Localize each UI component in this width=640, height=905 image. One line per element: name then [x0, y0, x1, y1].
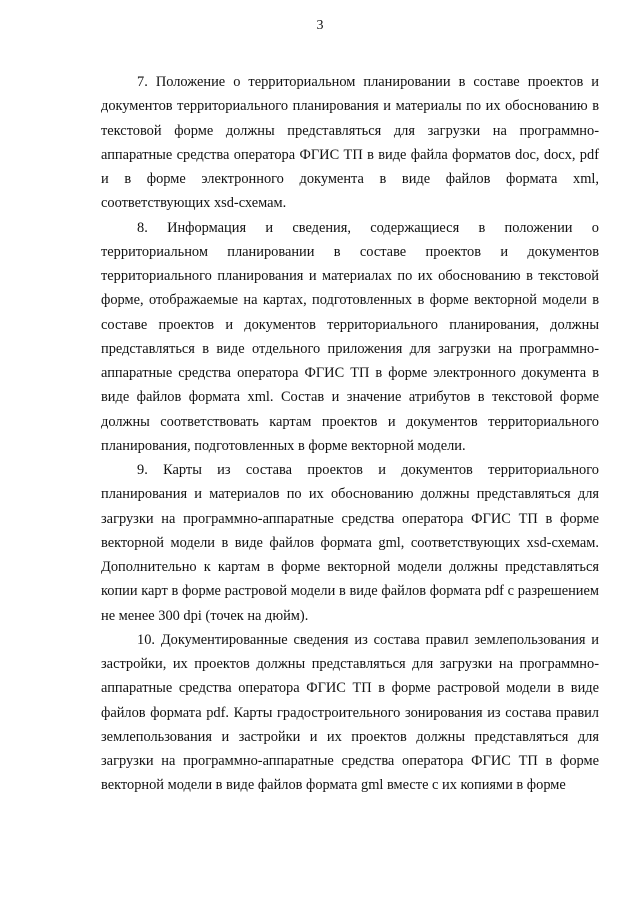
paragraph-8: 8. Информация и сведения, содержащиеся в положении о территориальном планировании в составе проектов и документов территориального планирования и материалах по их обоснованию в текстовой форме, отображаемые на картах, подготовленных в форме векторной модели в составе проектов и документов территориального планирования, должны представляться в виде отдельного приложения для загрузки на программно-аппаратные средства оператора ФГИС ТП в форме электронного документа в виде файлов формата xml. Состав и значение атрибутов в текстовой форме должны соответствовать картам проектов и документов территориального планирования, подготовленных в форме векторной модели. [101, 219, 599, 454]
document-body [101, 70, 599, 798]
paragraph-7: 7. Положение о территориальном планировании в составе проектов и документов территориального планирования и материалы по их обоснованию в текстовой форме должны представляться для загрузки на программно-аппаратные средства оператора ФГИС ТП в виде файла форматов doc, docx, pdf и в форме электронного документа в виде файлов формата xml, соответствующих xsd-схемам. [101, 74, 599, 212]
paragraph-9: 9. Карты из состава проектов и документов территориального планирования и материалов по их обоснованию должны представляться для загрузки на программно-аппаратные средства оператора ФГИС ТП в форме векторной модели в виде файлов формата gml, соответствующих xsd-схемам. Дополнительно к картам в форме векторной модели должны представляться копии карт в форме растровой модели в виде файлов формата pdf с разрешением не менее 300 dpi (точек на дюйм). [101, 462, 599, 624]
page-number: 3 [316, 18, 324, 33]
paragraph-10: 10. Документированные сведения из состава правил землепользования и застройки, их проектов должны представляться для загрузки на программно-аппаратные средства оператора ФГИС ТП в форме растровой модели в виде файлов формата pdf. Карты градостроительного зонирования из состава правил землепользования и застройки и их проектов должны представляться для загрузки на программно-аппаратные средства оператора ФГИС ТП в форме векторной модели в виде файлов формата gml вместе с их копиями в форме [101, 631, 599, 794]
